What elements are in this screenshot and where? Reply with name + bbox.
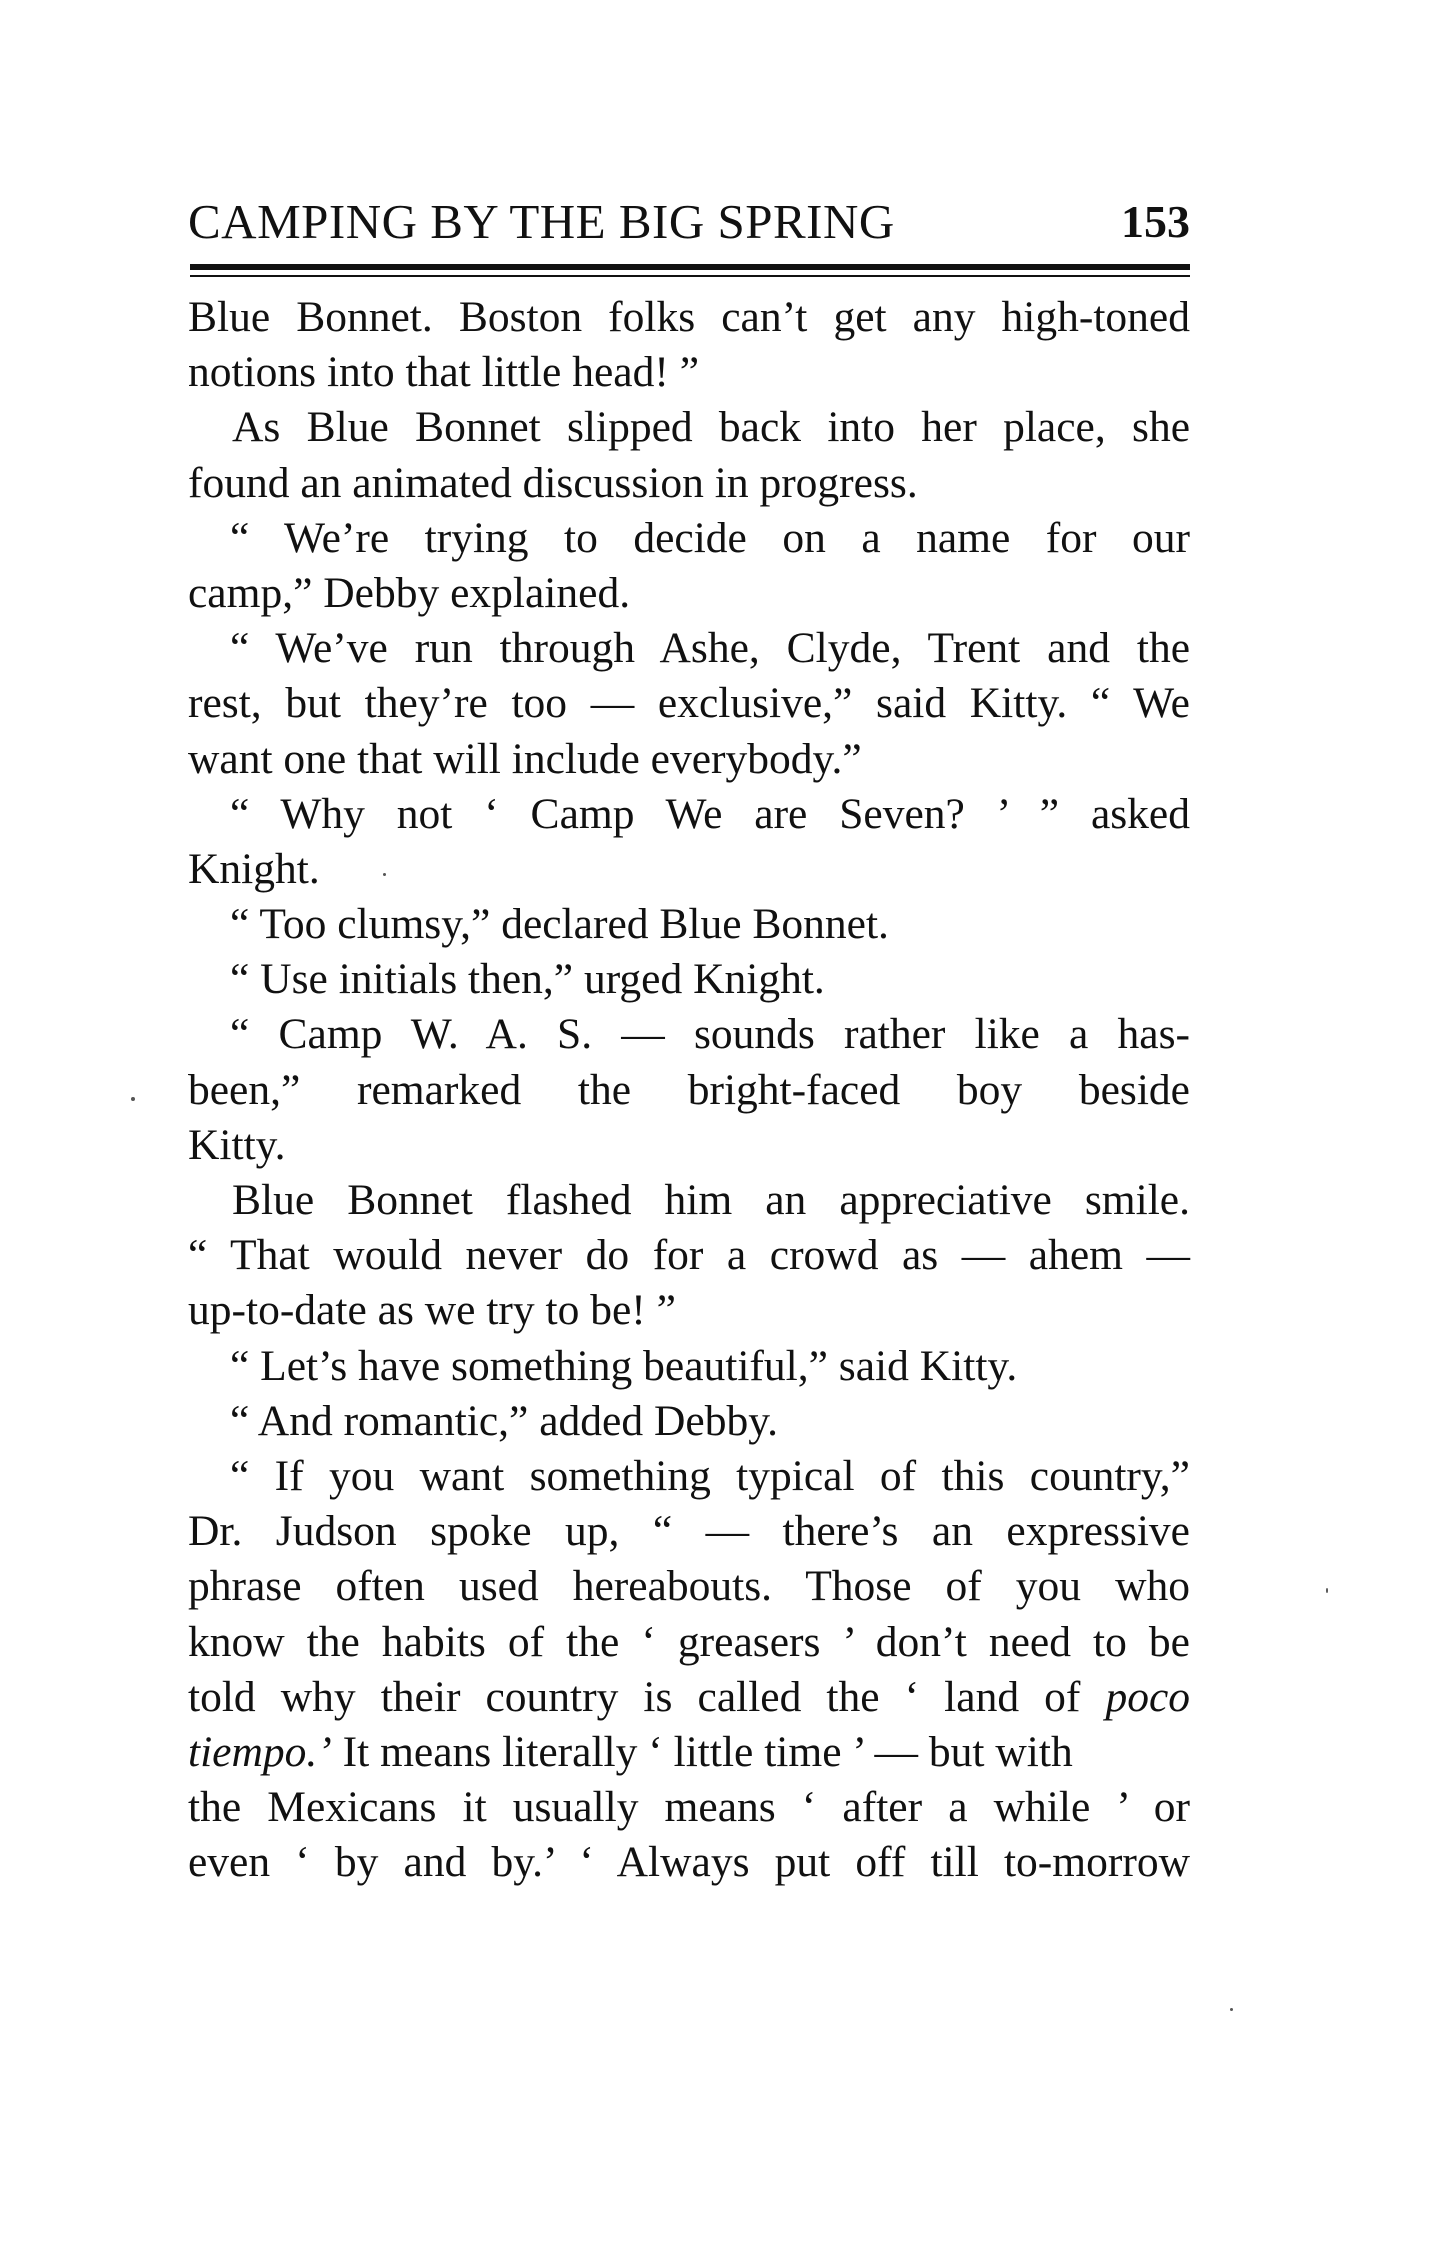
text-line: know the habits of the ‘ greasers ’ don’t need to be bbox=[188, 1617, 1190, 1666]
print-speck bbox=[1326, 1588, 1328, 1593]
body-text bbox=[188, 290, 1190, 1890]
text-line: phrase often used hereabouts. Those of you who bbox=[188, 1562, 1190, 1611]
header-rule-thin bbox=[190, 275, 1190, 277]
italic-phrase: poco bbox=[1105, 1672, 1191, 1721]
text-line: found an animated discussion in progress. bbox=[188, 458, 918, 507]
text-line: want one that will include everybody.” bbox=[188, 734, 862, 783]
text-line: Blue Bonnet. Boston folks can’t get any high-toned bbox=[188, 293, 1190, 341]
text-line-with-italic bbox=[188, 1725, 1190, 1780]
text-line: rest, but they’re too — exclusive,” said Kitty. “ We bbox=[188, 679, 1190, 728]
text-line: Knight. bbox=[188, 844, 320, 893]
text-line: the Mexicans it usually means ‘ after a while ’ or bbox=[188, 1783, 1190, 1832]
text-segment: told why their country is called the ‘ land of bbox=[188, 1672, 1081, 1721]
text-line: “ That would never do for a crowd as — ahem — bbox=[188, 1231, 1190, 1280]
text-line: up-to-date as we try to be! ” bbox=[188, 1286, 676, 1335]
header-rule-thick bbox=[190, 264, 1190, 270]
text-line: “ Camp W. A. S. — sounds rather like a has- bbox=[230, 1010, 1190, 1059]
text-line: Dr. Judson spoke up, “ — there’s an expressive bbox=[188, 1507, 1190, 1556]
print-speck bbox=[383, 873, 386, 876]
italic-phrase: tiempo.’ bbox=[188, 1727, 332, 1776]
text-line: “ Too clumsy,” declared Blue Bonnet. bbox=[230, 900, 889, 949]
text-line: “ Let’s have something beautiful,” said Kitty. bbox=[230, 1341, 1018, 1390]
print-speck bbox=[131, 1097, 135, 1101]
text-line: Kitty. bbox=[188, 1120, 286, 1169]
text-line: camp,” Debby explained. bbox=[188, 568, 631, 617]
page-number: 153 bbox=[1121, 196, 1190, 247]
running-title: CAMPING BY THE BIG SPRING bbox=[188, 194, 895, 249]
text-line: Blue Bonnet flashed him an appreciative smile. bbox=[232, 1176, 1190, 1224]
text-line: “ Why not ‘ Camp We are Seven? ’ ” asked bbox=[230, 789, 1190, 838]
text-line: “ We’re trying to decide on a name for our bbox=[230, 513, 1190, 562]
text-segment: It means literally ‘ little time ’ — but with bbox=[331, 1727, 1073, 1776]
text-line: As Blue Bonnet slipped back into her place, she bbox=[232, 403, 1190, 452]
text-line-with-italic bbox=[188, 1670, 1190, 1725]
text-line: “ And romantic,” added Debby. bbox=[230, 1396, 778, 1445]
page-header bbox=[188, 186, 1190, 258]
text-line: been,” remarked the bright-faced boy beside bbox=[188, 1065, 1190, 1114]
text-line: “ We’ve run through Ashe, Clyde, Trent and the bbox=[230, 624, 1190, 673]
text-line: notions into that little head! ” bbox=[188, 348, 700, 397]
text-line: even ‘ by and by.’ ‘ Always put off till to-morrow bbox=[188, 1838, 1190, 1887]
text-line: “ Use initials then,” urged Knight. bbox=[230, 955, 825, 1004]
print-speck bbox=[1230, 2008, 1233, 2011]
text-line: “ If you want something typical of this country,” bbox=[230, 1451, 1190, 1500]
